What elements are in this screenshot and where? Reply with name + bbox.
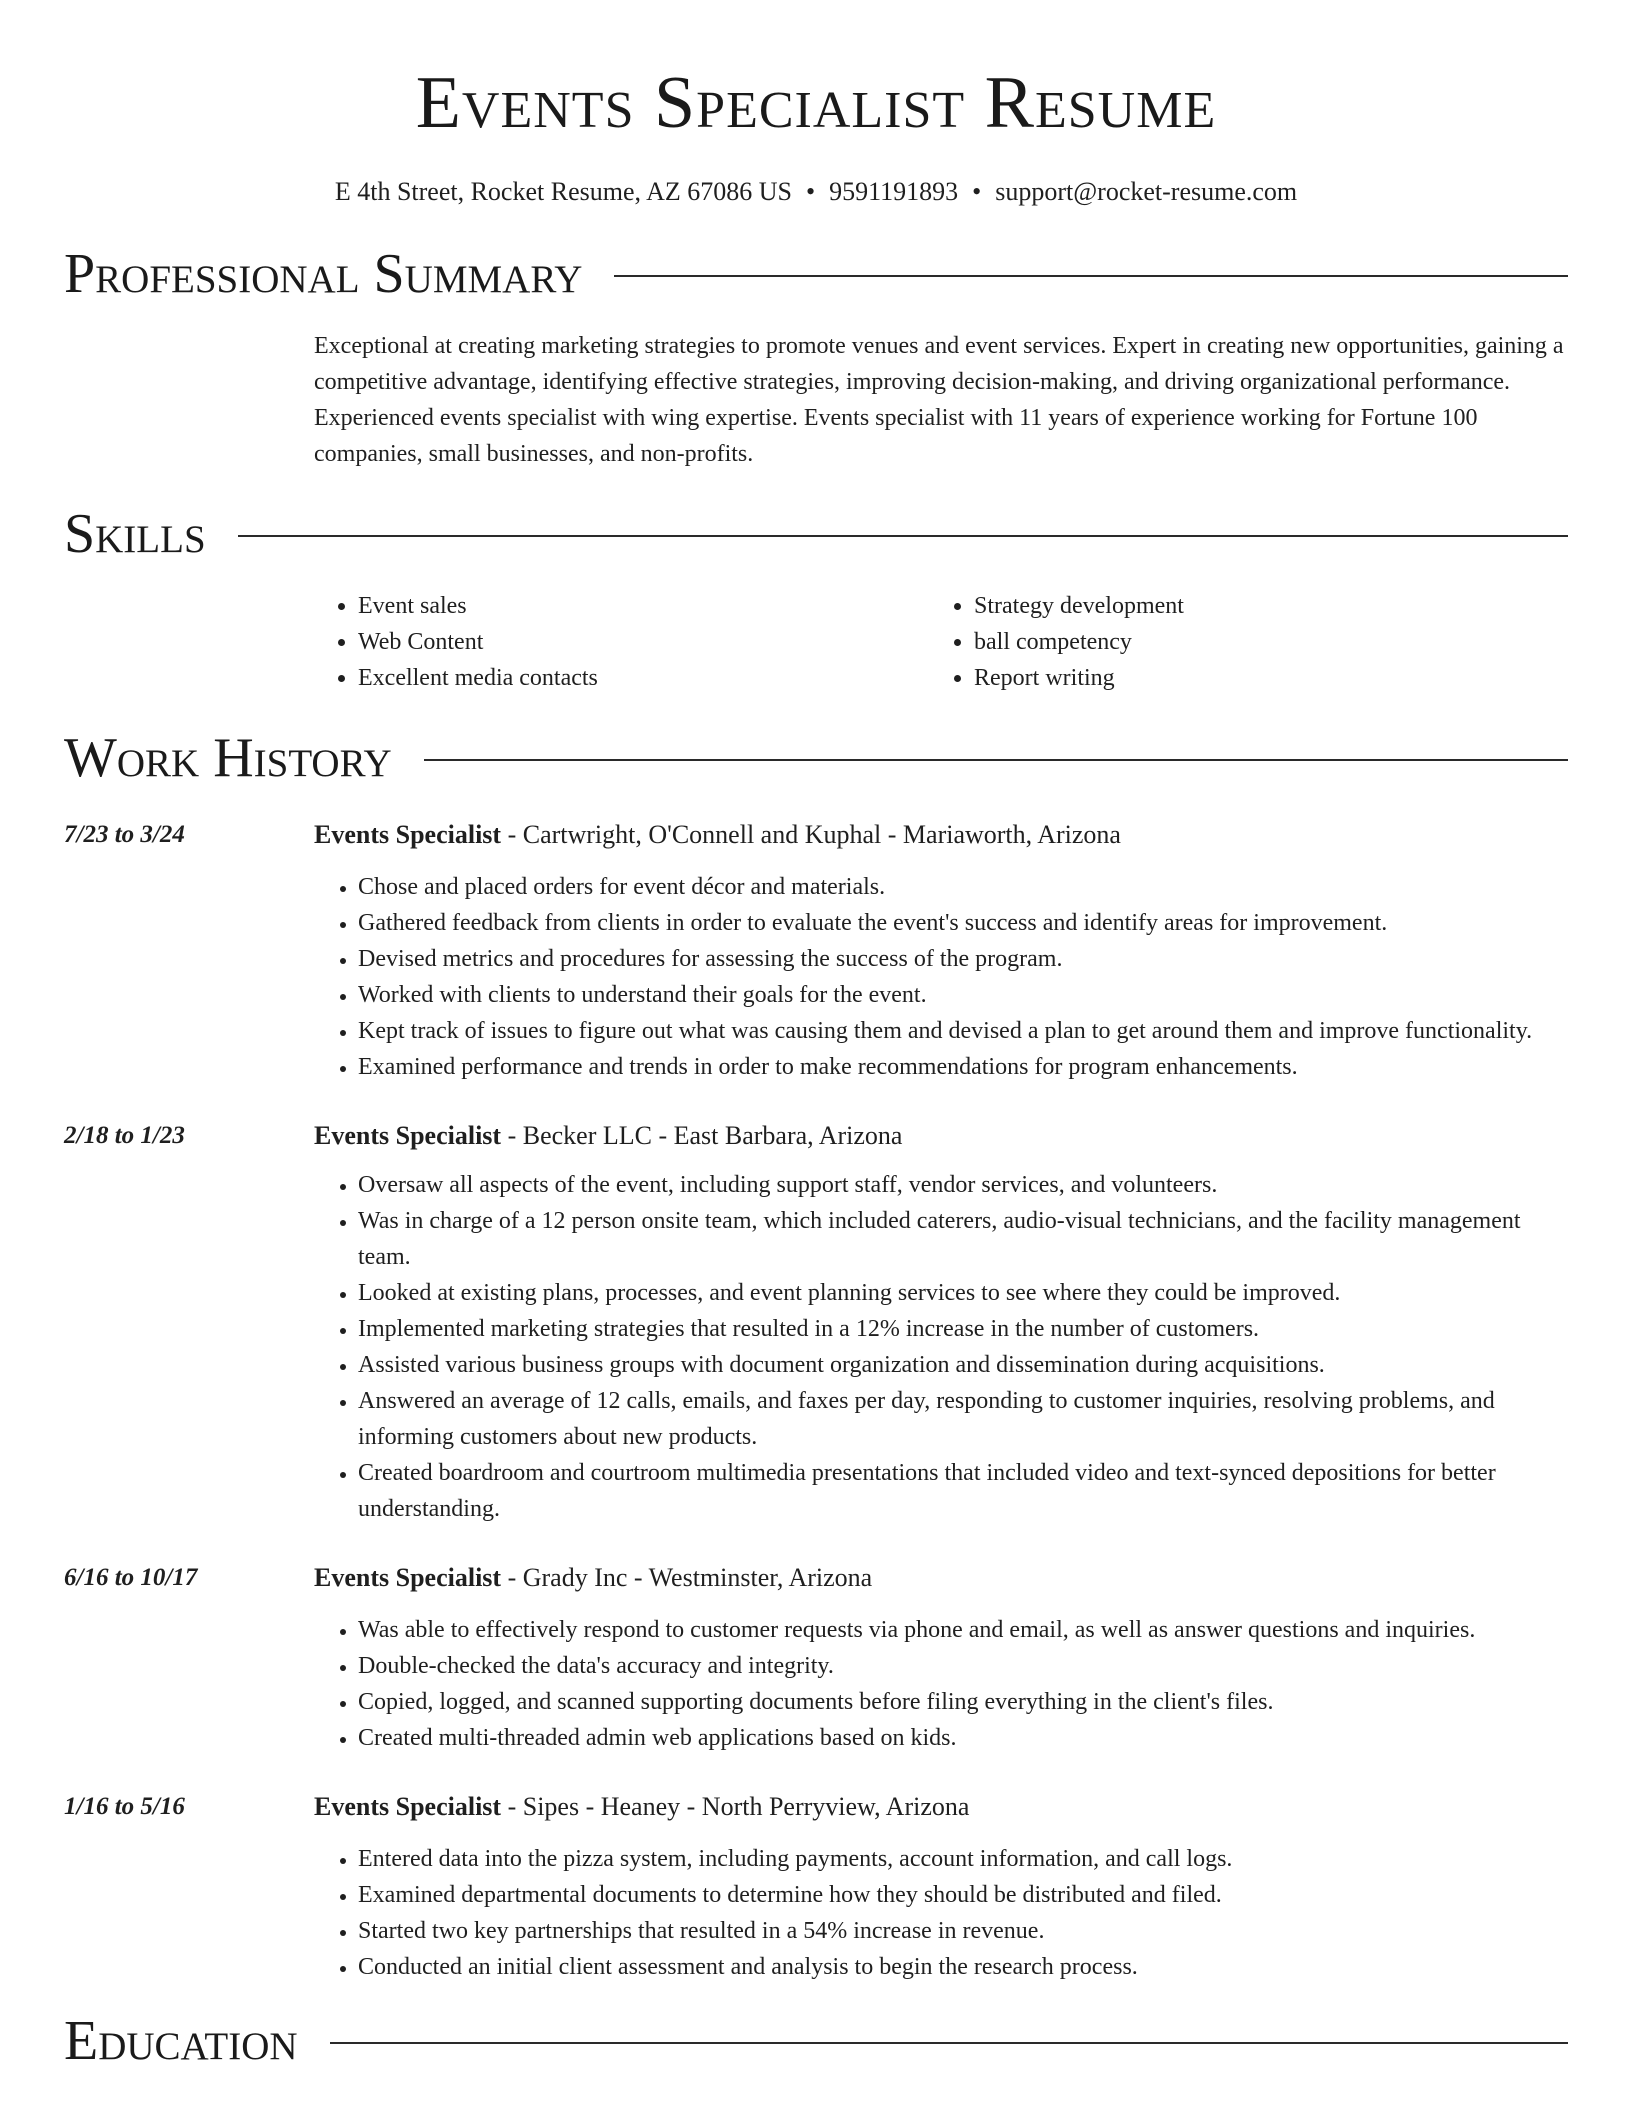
job-dates: 7/23 to 3/24: [64, 821, 185, 848]
job-title: Events Specialist: [314, 1792, 502, 1821]
education-section-title: Education: [64, 2010, 298, 2072]
contact-address: E 4th Street, Rocket Resume, AZ 67086 US: [334, 177, 792, 206]
skills-column-left: [314, 588, 930, 696]
skills-section-header: [64, 502, 1568, 566]
job-bullet: • Oversaw all aspects of the event, including support staff, vendor services, and volunteers.: [358, 1167, 1568, 1203]
job-bullets: [314, 1167, 1568, 1527]
job-bullet: • Devised metrics and procedures for assessing the success of the program.: [358, 941, 1568, 977]
job-entry: [64, 1119, 1568, 1527]
job-heading: [314, 1561, 1568, 1595]
skill-item: • Excellent media contacts: [358, 660, 930, 696]
job-company: - Becker LLC - East Barbara, Arizona: [501, 1121, 903, 1150]
job-company: - Grady Inc - Westminster, Arizona: [501, 1563, 873, 1592]
job-bullet: • Double-checked the data's accuracy and integrity.: [358, 1648, 1568, 1684]
job-bullet: • Copied, logged, and scanned supporting documents before filing everything in the client's files.: [358, 1684, 1568, 1720]
summary-section-header: [64, 242, 1568, 306]
job-title: Events Specialist: [314, 1563, 502, 1592]
job-heading: [314, 1790, 1568, 1824]
job-bullet: • Was in charge of a 12 person onsite team, which included caterers, audio-visual technicians, and the facility management team.: [358, 1203, 1568, 1275]
skills-section-title: Skills: [64, 503, 206, 565]
work-section-title: Work History: [64, 727, 392, 789]
job-heading: [314, 1119, 1568, 1153]
job-bullet: • Worked with clients to understand their goals for the event.: [358, 977, 1568, 1013]
job-bullets: [314, 869, 1568, 1085]
job-bullet: • Chose and placed orders for event décor and materials.: [358, 869, 1568, 905]
job-bullets: [314, 1841, 1568, 1985]
resume-page: [64, 0, 1568, 2073]
job-title: Events Specialist: [314, 1121, 502, 1150]
skills-list: [314, 588, 1568, 696]
skill-item: • Web Content: [358, 624, 930, 660]
job-bullet: • Created boardroom and courtroom multimedia presentations that included video and text-synced depositions for better understanding.: [358, 1455, 1568, 1527]
job-bullet: • Gathered feedback from clients in order to evaluate the event's success and identify areas for improvement.: [358, 905, 1568, 941]
job-entry: [64, 1790, 1568, 1985]
job-bullet: • Kept track of issues to figure out what was causing them and devised a plan to get around them and improve functionality.: [358, 1013, 1568, 1049]
job-bullet: • Looked at existing plans, processes, and event planning services to see where they could be improved.: [358, 1275, 1568, 1311]
page-title: Events Specialist Resume: [415, 62, 1217, 144]
job-dates: 6/16 to 10/17: [64, 1564, 198, 1591]
skills-column-right: [930, 588, 1546, 696]
job-dates: 2/18 to 1/23: [64, 1122, 185, 1149]
job-title: Events Specialist: [314, 820, 502, 849]
skill-item: • Event sales: [358, 588, 930, 624]
skill-item: • Strategy development: [974, 588, 1546, 624]
job-bullet: • Conducted an initial client assessment and analysis to begin the research process.: [358, 1949, 1568, 1985]
job-bullet: • Examined performance and trends in order to make recommendations for program enhancements.: [358, 1049, 1568, 1085]
contact-separator: •: [972, 177, 982, 206]
section-divider: [330, 2042, 1568, 2044]
section-divider: [424, 759, 1568, 761]
job-bullet: • Started two key partnerships that resulted in a 54% increase in revenue.: [358, 1913, 1568, 1949]
contact-phone: 9591191893: [829, 177, 959, 206]
job-bullet: • Answered an average of 12 calls, emails, and faxes per day, responding to customer inquiries, resolving problems, and informing customers about new products.: [358, 1383, 1568, 1455]
contact-email: support@rocket-resume.com: [995, 177, 1298, 206]
job-bullet: • Implemented marketing strategies that resulted in a 12% increase in the number of customers.: [358, 1311, 1568, 1347]
summary-section-title: Professional Summary: [64, 243, 583, 305]
job-heading: [314, 818, 1568, 852]
contact-info: [64, 176, 1568, 208]
job-dates: 1/16 to 5/16: [64, 1793, 185, 1820]
job-bullet: • Was able to effectively respond to customer requests via phone and email, as well as answer questions and inquiries.: [358, 1612, 1568, 1648]
section-divider: [238, 535, 1568, 537]
job-company: - Sipes - Heaney - North Perryview, Arizona: [501, 1792, 970, 1821]
job-bullet: • Assisted various business groups with document organization and dissemination during acquisitions.: [358, 1347, 1568, 1383]
summary-text: Exceptional at creating marketing strategies to promote venues and event services. Expert in creating new opportunities, gaining a competitive advantage, identifying effective strategies, improving decision-making, and driving organizational performance. Experienced events specialist with wing expertise. Events specialist with 11 years of experience working for Fortune 100 companies, small businesses, and non-profits.: [314, 333, 1564, 467]
job-company: - Cartwright, O'Connell and Kuphal - Mariaworth, Arizona: [501, 820, 1121, 849]
contact-separator: •: [805, 177, 816, 206]
skill-item: • ball competency: [974, 624, 1546, 660]
job-bullet: • Examined departmental documents to determine how they should be distributed and filed.: [358, 1877, 1568, 1913]
skill-item: • Report writing: [974, 660, 1546, 696]
work-section-header: [64, 726, 1568, 790]
job-entry: [64, 818, 1568, 1085]
job-bullets: [314, 1612, 1568, 1756]
job-entry: [64, 1561, 1568, 1756]
job-bullet: • Entered data into the pizza system, including payments, account information, and call logs.: [358, 1841, 1568, 1877]
education-section-header: [64, 2009, 1568, 2073]
section-divider: [614, 275, 1568, 277]
job-bullet: • Created multi-threaded admin web applications based on kids.: [358, 1720, 1568, 1756]
